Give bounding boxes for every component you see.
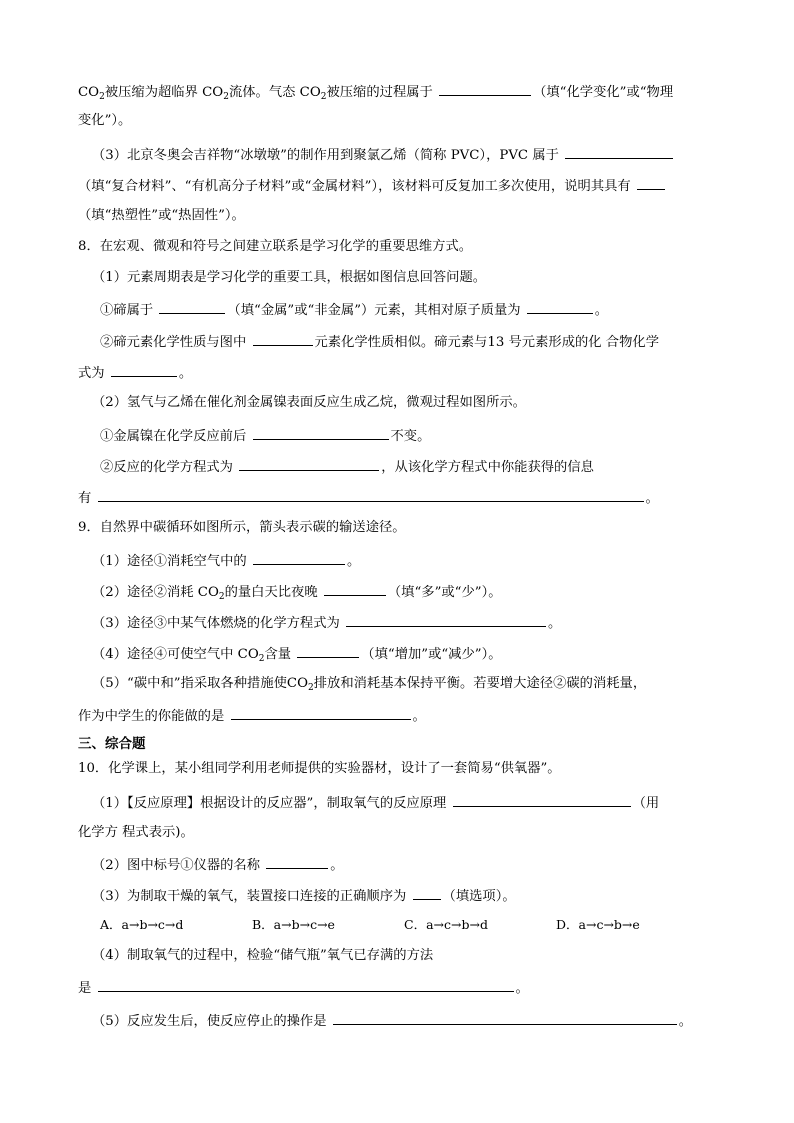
q8-part-2: （2）氢气与乙烯在催化剂金属镍表面反应生成乙烷，微观过程如图所示。: [92, 395, 526, 410]
option-a[interactable]: A．a→b→c→d: [100, 917, 184, 932]
answer-blank[interactable]: [253, 425, 389, 440]
answer-blank[interactable]: [439, 81, 531, 96]
answer-blank[interactable]: [159, 299, 225, 314]
option-d[interactable]: D．a→c→b→e: [556, 917, 640, 932]
q8-1-a: ①碲属于 （填“金属”或“非金属”）元素，其相对原子质量为 。: [100, 299, 608, 321]
q9-part-2: （2）途径②消耗 $CO_2$的量白天比夜晚 （填“多”或“少”）。: [92, 581, 502, 607]
answer-blank[interactable]: [239, 456, 379, 471]
q9-stem: 9．自然界中碳循环如图所示，箭头表示碳的输送途径。: [78, 520, 406, 535]
q9-part-4: （4）途径④可使空气中 $CO_2$含量 （填“增加”或“减少”）。: [92, 643, 502, 669]
q8-2-a: ①金属镍在化学反应前后 不变。: [100, 425, 430, 447]
answer-blank[interactable]: [111, 362, 177, 377]
answer-blank[interactable]: [324, 581, 386, 596]
q9-part-3: （3）途径③中某气体燃烧的化学方程式为 。: [92, 612, 561, 634]
q10-part-1-cont: 化学方 程式表示)。: [78, 825, 194, 840]
answer-blank[interactable]: [346, 612, 546, 627]
answer-blank[interactable]: [253, 550, 345, 565]
q9-part-5: （5）“碳中和”指采取各种措施使$CO_2$排放和消耗基本保持平衡。若要增大途径②碳的消耗量，: [92, 676, 647, 693]
q10-part-4-cont: 是 。: [78, 977, 529, 999]
q10-part-3: （3）为制取干燥的氧气，装置接口连接的正确顺序为 （填选项）。: [92, 885, 516, 907]
q7-part-3-cont2: （填“热塑性”或“热固性”）。: [78, 208, 245, 223]
q7-part-3-cont: （填“复合材料”、“有机高分子材料”或“金属材料”），该材料可反复加工多次使用，说明其具有: [78, 175, 667, 197]
answer-blank[interactable]: [98, 977, 514, 992]
answer-blank[interactable]: [98, 487, 644, 502]
section-heading: 三、综合题: [78, 736, 146, 752]
answer-blank[interactable]: [266, 854, 328, 869]
answer-blank[interactable]: [333, 1010, 677, 1025]
q7-line-2: 变化”）。: [78, 113, 132, 128]
q8-2-b-cont: 有 。: [78, 487, 659, 509]
option-b[interactable]: B．a→b→c→e: [252, 917, 335, 932]
q10-options: [100, 915, 708, 935]
q10-part-4: （4）制取氧气的过程中，检验“储气瓶”氧气已存满的方法: [92, 948, 434, 963]
q8-2-b: ②反应的化学方程式为 ，从该化学方程式中你能获得的信息: [100, 456, 594, 478]
option-c[interactable]: C．a→c→b→d: [404, 917, 488, 932]
q9-part-1: （1）途径①消耗空气中的 。: [92, 550, 360, 572]
answer-blank[interactable]: [253, 331, 313, 346]
q10-part-2: （2）图中标号①仪器的名称 。: [92, 854, 344, 876]
answer-blank[interactable]: [297, 643, 359, 658]
q10-stem: 10．化学课上，某小组同学利用老师提供的实验器材，设计了一套简易“供氧器”。: [78, 761, 561, 776]
q9-part-5-cont: 作为中学生的你能做的是 。: [78, 705, 426, 727]
answer-blank[interactable]: [527, 299, 593, 314]
answer-blank[interactable]: [637, 175, 665, 190]
answer-blank[interactable]: [565, 144, 673, 159]
q8-1-b-cont: 式为 。: [78, 362, 192, 384]
q8-stem: 8．在宏观、微观和符号之间建立联系是学习化学的重要思维方式。: [78, 239, 473, 254]
q7-line-1: $CO_2$被压缩为超临界 $CO_2$流体。气态 $CO_2$被压缩的过程属于 （填“化学变化”或“物理: [78, 81, 673, 107]
answer-blank[interactable]: [231, 705, 411, 720]
q10-part-1: （1）【反应原理】根据设计的反应器”，制取氧气的反应原理 （用: [92, 792, 659, 814]
answer-blank[interactable]: [453, 792, 631, 807]
answer-blank[interactable]: [413, 885, 441, 900]
q10-part-5: （5）反应发生后，使反应停止的操作是 。: [92, 1010, 692, 1032]
q8-1-b: ②碲元素化学性质与图中 元素化学性质相似。碲元素与13 号元素形成的化 合物化学: [100, 331, 659, 353]
q8-part-1: （1）元素周期表是学习化学的重要工具，根据如图信息回答问题。: [92, 270, 487, 285]
q7-part-3: （3）北京冬奥会吉祥物“冰墩墩”的制作用到聚氯乙烯（简称 PVC），PVC 属于: [92, 144, 675, 166]
